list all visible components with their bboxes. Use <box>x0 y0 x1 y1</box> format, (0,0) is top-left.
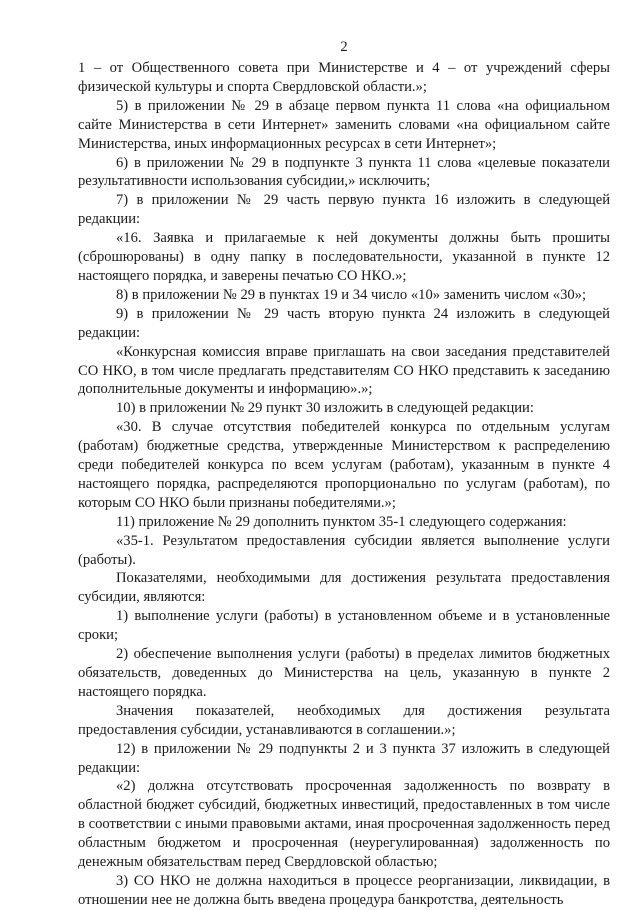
paragraph: «16. Заявка и прилагаемые к ней документы должны быть прошиты (сброшюрованы) в одну папку в последовательности, указанной в пункте 12 настоящего порядка, и заверены печатью СО НКО.»; <box>78 230 610 284</box>
paragraph: «30. В случае отсутствия победителей конкурса по отдельным услугам (работам) бюджетные средства, утвержденные Министерством к распределению среди победителей конкурса по всем услугам (работам), указанным в пункте 4 настоящего порядка, распределяются пропорционально по услугам (работам), по которым СО НКО были признаны победителями.»; <box>78 419 610 511</box>
paragraph: Показателями, необходимыми для достижения результата предоставления субсидии, являются: <box>78 570 610 606</box>
page-number: 2 <box>340 39 348 55</box>
document-body <box>78 59 610 910</box>
paragraph: «35-1. Результатом предоставления субсидии является выполнение услуги (работы). <box>78 532 610 568</box>
paragraph: 8) в приложении № 29 в пунктах 19 и 34 число «10» заменить числом «30»; <box>116 286 587 303</box>
paragraph: 12) в приложении № 29 подпункты 2 и 3 пункта 37 изложить в следующей редакции: <box>78 740 610 776</box>
paragraph: 1) выполнение услуги (работы) в установленном объеме и в установленные сроки; <box>78 608 610 644</box>
paragraph: «Конкурсная комиссия вправе приглашать на свои заседания представителей СО НКО, в том числе предлагать представителям СО НКО представить к заседанию дополнительные документы и информацию».»; <box>78 343 610 398</box>
paragraph: Значения показателей, необходимых для достижения результата предоставления субсидии, устанавливаются в соглашении.»; <box>78 702 610 738</box>
paragraph: 1 – от Общественного совета при Министерстве и 4 – от учреждений сферы физической культуры и спорта Свердловской области.»; <box>78 60 610 95</box>
paragraph: 11) приложение № 29 дополнить пунктом 35-1 следующего содержания: <box>116 513 567 530</box>
paragraph: 9) в приложении № 29 часть вторую пункта 24 изложить в следующей редакции: <box>78 305 610 341</box>
paragraph: «2) должна отсутствовать просроченная задолженность по возврату в областной бюджет субсидий, бюджетных инвестиций, предоставленных в том числе в соответствии с иными правовыми актами, иная просроченная задолженность перед областным бюджетом и просроченная (неурегулированная) задолженность по денежным обязательствам перед Свердловской областью; <box>78 778 610 871</box>
paragraph: 2) обеспечение выполнения услуги (работы) в пределах лимитов бюджетных обязательств, доведенных до Министерства на цель, указанную в пункте 2 настоящего порядка. <box>78 646 610 700</box>
paragraph: 6) в приложении № 29 в подпункте 3 пункта 11 слова «целевые показатели результативности использования субсидии,» исключить; <box>78 154 610 190</box>
paragraph: 5) в приложении № 29 в абзаце первом пункта 11 слова «на официальном сайте Министерства в сети Интернет» заменить словами «на официальном сайте Министерства, иных информационных ресурсах в сети Интернет»; <box>78 97 610 152</box>
paragraph: 3) СО НКО не должна находиться в процессе реорганизации, ликвидации, в отношении нее не должна быть введена процедура банкротства, деятельность <box>78 872 610 908</box>
paragraph: 7) в приложении № 29 часть первую пункта 16 изложить в следующей редакции: <box>78 192 610 228</box>
paragraph: 10) в приложении № 29 пункт 30 изложить в следующей редакции: <box>116 400 534 417</box>
